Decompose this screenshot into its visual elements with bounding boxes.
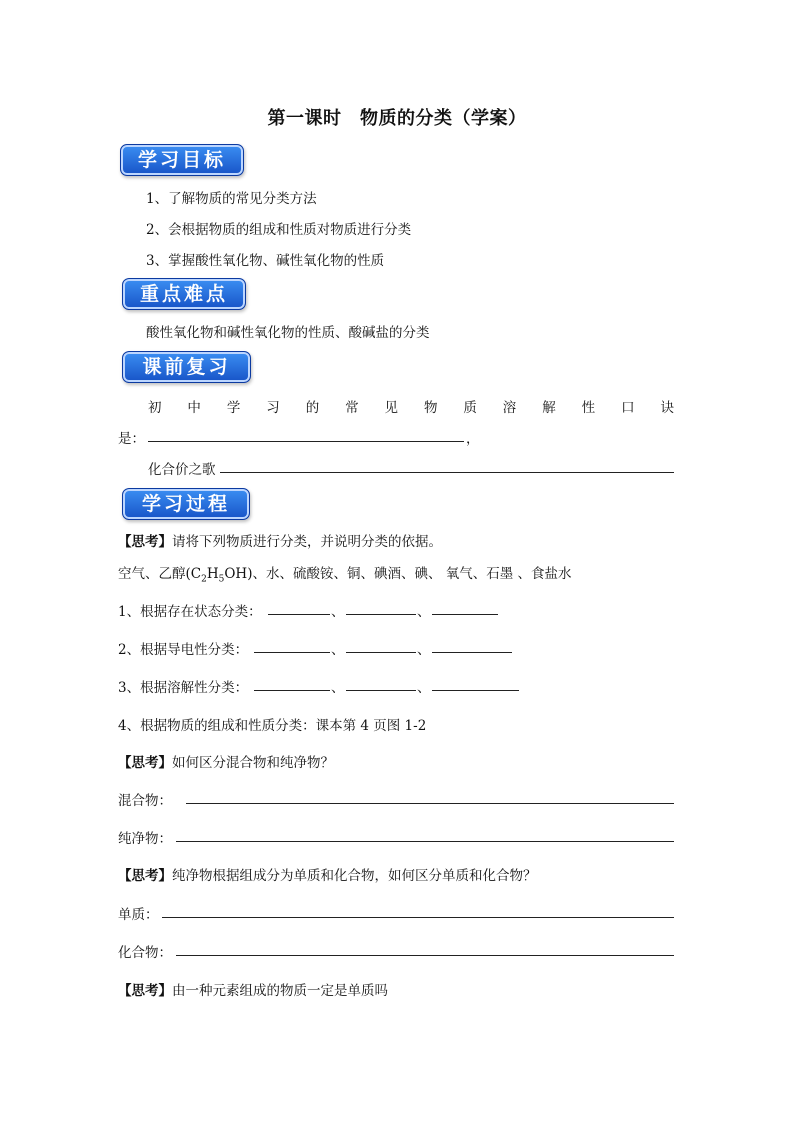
valence-song-label: 化合价之歌: [148, 462, 216, 478]
answer-blank[interactable]: [346, 690, 416, 691]
answer-blank[interactable]: [254, 652, 330, 653]
section-badge-key-points: 重点难点: [122, 278, 246, 310]
answer-blank[interactable]: [268, 614, 330, 615]
review-comma: ，: [466, 431, 480, 447]
think-text: 如何区分混合物和纯净物？: [172, 755, 334, 771]
page-title: 第一课时 物质的分类（学案）: [267, 108, 527, 129]
mixture-label: 混合物：: [118, 793, 172, 809]
think-prompt: [118, 979, 388, 999]
separator: 、: [417, 604, 431, 620]
review-char: 中: [187, 400, 201, 416]
answer-blank-pure[interactable]: [176, 841, 674, 842]
think-prompt: [118, 530, 442, 550]
separator: 、: [331, 680, 345, 696]
answer-blank-mixture[interactable]: [186, 803, 674, 804]
think-prompt: [118, 864, 537, 884]
classify-item: 1、根据存在状态分类：: [118, 604, 262, 620]
answer-blank-valence[interactable]: [220, 472, 674, 473]
section-badge-goals: 学习目标: [120, 144, 244, 176]
review-char: 的: [305, 400, 320, 416]
answer-blank[interactable]: [254, 690, 330, 691]
section-badge-review: 课前复习: [122, 351, 251, 383]
key-points-text: 酸性氧化物和碱性氧化物的性质、酸碱盐的分类: [146, 325, 430, 341]
compound-label: 化合物：: [118, 945, 172, 961]
review-char: 诀: [660, 400, 674, 416]
pure-label: 纯净物：: [118, 831, 172, 847]
think-label: 【思考】: [118, 868, 172, 884]
think-label: 【思考】: [118, 983, 172, 999]
answer-blank[interactable]: [432, 652, 512, 653]
review-char: 溶: [502, 400, 517, 416]
answer-blank-compound[interactable]: [176, 955, 674, 956]
classify-item: 2、根据导电性分类：: [118, 642, 249, 658]
review-char: 解: [542, 400, 556, 416]
review-char: 习: [266, 400, 280, 416]
think-text: 由一种元素组成的物质一定是单质吗: [172, 983, 388, 999]
think-text: 纯净物根据组成分为单质和化合物，如何区分单质和化合物？: [172, 868, 537, 884]
review-line-end: 是：: [118, 431, 145, 447]
substances-list: 空气、乙醇$(C_2H_5OH)$、水、硫酸铵、铜、碘酒、碘、 氧气、石墨 、食盐水: [118, 566, 572, 585]
answer-blank-solubility[interactable]: [148, 441, 464, 442]
answer-blank-element[interactable]: [162, 917, 674, 918]
goal-item: 3、掌握酸性氧化物、碱性氧化物的性质: [146, 253, 385, 269]
classify-item-4: 4、根据物质的组成和性质分类：课本第 4 页图 1-2: [118, 718, 427, 734]
review-char: 见: [384, 400, 399, 416]
answer-blank[interactable]: [432, 690, 519, 691]
think-label: 【思考】: [118, 755, 172, 771]
think-prompt: [118, 751, 334, 771]
think-label: 【思考】: [118, 534, 172, 550]
review-solubility-line: [148, 396, 674, 416]
review-char: 学: [226, 400, 241, 416]
element-label: 单质：: [118, 907, 159, 923]
answer-blank[interactable]: [346, 614, 416, 615]
goal-item: 1、了解物质的常见分类方法: [146, 191, 317, 207]
review-char: 性: [581, 400, 596, 416]
answer-blank[interactable]: [346, 652, 416, 653]
classify-item: 3、根据溶解性分类：: [118, 680, 249, 696]
separator: 、: [417, 680, 431, 696]
separator: 、: [331, 642, 345, 658]
review-char: 物: [423, 400, 438, 416]
separator: 、: [417, 642, 431, 658]
answer-blank[interactable]: [432, 614, 498, 615]
review-char: 常: [345, 400, 359, 416]
review-char: 质: [463, 400, 477, 416]
separator: 、: [331, 604, 345, 620]
review-char: 口: [621, 400, 635, 416]
goal-item: 2、会根据物质的组成和性质对物质进行分类: [146, 222, 412, 238]
think-text: 请将下列物质进行分类，并说明分类的依据。: [172, 534, 442, 550]
section-badge-process: 学习过程: [122, 488, 250, 520]
review-char: 初: [148, 400, 162, 416]
